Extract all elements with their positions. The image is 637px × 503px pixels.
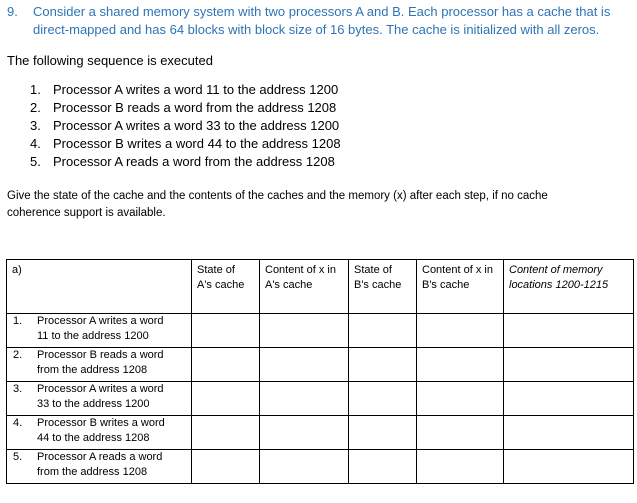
row-label-line: 44 to the address 1208: [37, 432, 150, 444]
step-cell: [7, 416, 192, 450]
header-line: State of: [197, 264, 235, 276]
intro-text: The following sequence is executed: [7, 53, 213, 68]
step-text: Processor B writes a word 44 to the address 1208: [53, 136, 341, 151]
step-text: Processor A writes a word 11 to the address 1200: [53, 82, 339, 97]
empty-cell[interactable]: [260, 382, 349, 416]
empty-cell[interactable]: [192, 450, 260, 484]
empty-cell[interactable]: [192, 382, 260, 416]
row-number: 2.: [13, 349, 23, 361]
instruction-line-1: Give the state of the cache and the contents of the caches and the memory (x) after each step, if no cache: [7, 190, 548, 202]
empty-cell[interactable]: [260, 416, 349, 450]
step-number: 2.: [30, 100, 41, 115]
row-label-line: Processor B reads a word: [37, 349, 164, 361]
empty-cell[interactable]: [192, 348, 260, 382]
row-label-line: from the address 1208: [37, 466, 148, 478]
header-line: State of: [354, 264, 392, 276]
row-label-line: Processor A writes a word: [37, 315, 164, 327]
step-cell: [7, 314, 192, 348]
empty-cell[interactable]: [349, 348, 417, 382]
header-state-a: [192, 260, 260, 314]
question-line-2: direct-mapped and has 64 blocks with block size of 16 bytes. The cache is initialized with all zeros.: [33, 22, 600, 37]
header-line: Content of x in: [422, 264, 493, 276]
answer-table: [6, 259, 634, 484]
row-label: [37, 450, 162, 480]
row-number: 1.: [13, 315, 23, 327]
row-number: 3.: [13, 383, 23, 395]
table-row: [7, 314, 634, 348]
empty-cell[interactable]: [349, 314, 417, 348]
row-label: [37, 416, 165, 446]
step-number: 4.: [30, 136, 41, 151]
header-line: A's cache: [197, 279, 245, 291]
header-content-a: [260, 260, 349, 314]
table-row: [7, 416, 634, 450]
empty-cell[interactable]: [504, 382, 634, 416]
question-number: 9.: [7, 4, 18, 19]
row-label-line: 11 to the address 1200: [37, 330, 149, 342]
instruction-line-2: coherence support is available.: [7, 207, 166, 219]
empty-cell[interactable]: [417, 314, 504, 348]
step-cell: [7, 382, 192, 416]
row-label-line: from the address 1208: [37, 364, 148, 376]
row-label-line: 33 to the address 1200: [37, 398, 150, 410]
header-row: [7, 260, 634, 314]
header-state-b: [349, 260, 417, 314]
instruction-text: [7, 188, 627, 222]
step-text: Processor A reads a word from the address 1208: [53, 154, 335, 169]
row-label-line: Processor B writes a word: [37, 417, 165, 429]
empty-cell[interactable]: [349, 416, 417, 450]
corner-cell: [7, 260, 192, 314]
row-number: 4.: [13, 417, 23, 429]
header-line: B's cache: [422, 279, 470, 291]
empty-cell[interactable]: [504, 450, 634, 484]
step-number: 3.: [30, 118, 41, 133]
header-memory: [504, 260, 634, 314]
header-line: B's cache: [354, 279, 402, 291]
empty-cell[interactable]: [260, 314, 349, 348]
table-row: [7, 450, 634, 484]
empty-cell[interactable]: [349, 382, 417, 416]
empty-cell[interactable]: [192, 416, 260, 450]
empty-cell[interactable]: [417, 450, 504, 484]
empty-cell[interactable]: [260, 348, 349, 382]
empty-cell[interactable]: [349, 450, 417, 484]
row-number: 5.: [13, 451, 23, 463]
header-line: locations 1200-1215: [509, 279, 609, 291]
header-line: Content of memory: [509, 264, 603, 276]
empty-cell[interactable]: [192, 314, 260, 348]
step-cell: [7, 450, 192, 484]
row-label: [37, 348, 164, 378]
header-content-b: [417, 260, 504, 314]
step-number: 5.: [30, 154, 41, 169]
header-line: Content of x in: [265, 264, 336, 276]
empty-cell[interactable]: [504, 348, 634, 382]
table-row: [7, 382, 634, 416]
empty-cell[interactable]: [417, 416, 504, 450]
step-text: Processor A writes a word 33 to the address 1200: [53, 118, 340, 133]
row-label-line: Processor A reads a word: [37, 451, 163, 463]
row-label: [37, 314, 164, 344]
row-label: [37, 382, 164, 412]
header-line: A's cache: [265, 279, 313, 291]
empty-cell[interactable]: [260, 450, 349, 484]
empty-cell[interactable]: [504, 314, 634, 348]
empty-cell[interactable]: [417, 382, 504, 416]
question-line-1: Consider a shared memory system with two processors A and B. Each processor has a cache that is: [33, 4, 611, 19]
step-number: 1.: [30, 82, 41, 97]
empty-cell[interactable]: [417, 348, 504, 382]
empty-cell[interactable]: [504, 416, 634, 450]
table-row: [7, 348, 634, 382]
step-text: Processor B reads a word from the address 1208: [53, 100, 337, 115]
step-cell: [7, 348, 192, 382]
corner-label: a): [12, 264, 22, 276]
row-label-line: Processor A writes a word: [37, 383, 164, 395]
